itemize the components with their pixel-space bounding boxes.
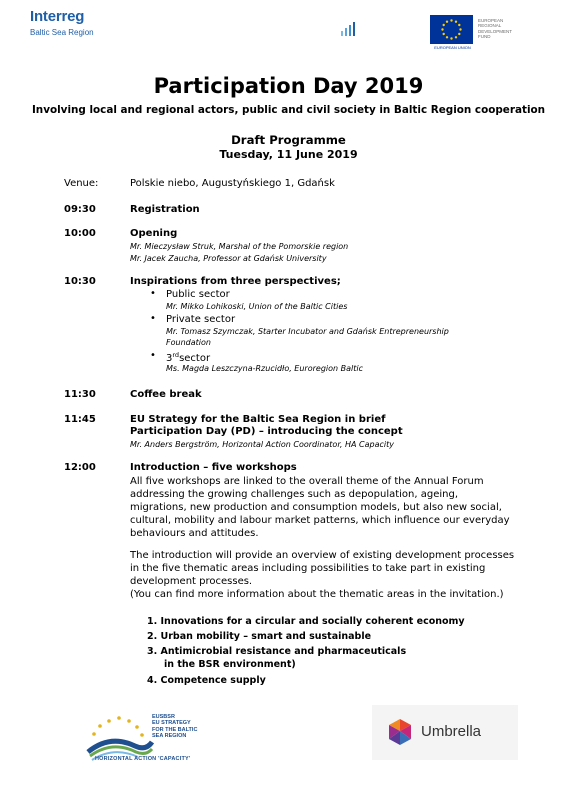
eusbsr-label bbox=[152, 714, 197, 740]
workshops-overview-paragraph: The introduction will provide an overview of existing development processes in the five thematic areas including possibilities to take part in existing development processes. bbox=[130, 550, 515, 587]
eu-star-icon bbox=[458, 33, 460, 35]
eu-star-icon bbox=[446, 21, 448, 23]
third-sector-ordinal: rd bbox=[172, 351, 180, 359]
interreg-subtitle: Baltic Sea Region bbox=[30, 28, 94, 37]
eu-star-icon bbox=[450, 19, 452, 21]
eu-fund-line: EUROPEAN bbox=[478, 18, 504, 23]
eu-star-icon bbox=[458, 24, 460, 26]
workshop-item: 3. Antimicrobial resistance and pharmaceuticals bbox=[147, 646, 407, 657]
time-coffee: 11:30 bbox=[64, 389, 96, 400]
private-sector-speaker-cont: Foundation bbox=[166, 338, 211, 347]
eusbsr-speaker: Mr. Anders Bergström, Horizontal Action Coordinator, HA Capacity bbox=[130, 440, 394, 449]
registration-title: Registration bbox=[130, 204, 200, 215]
workshops-info-note: (You can find more information about the thematic areas in the invitation.) bbox=[130, 589, 504, 600]
eu-star-icon bbox=[443, 33, 445, 35]
public-sector-label: Public sector bbox=[166, 289, 230, 300]
time-registration: 09:30 bbox=[64, 204, 96, 215]
workshops-title: Introduction – five workshops bbox=[130, 462, 297, 473]
eu-fund-label bbox=[478, 18, 533, 39]
eu-fund-line: DEVELOPMENT bbox=[478, 28, 513, 34]
eusbsr-line: FOR THE BALTIC bbox=[152, 726, 198, 733]
eusbsr-line: SEA REGION bbox=[152, 733, 187, 740]
eu-fund-line: REGIONAL bbox=[478, 23, 502, 29]
coffee-break-title: Coffee break bbox=[130, 389, 202, 400]
interreg-logo bbox=[333, 10, 428, 46]
eu-star-icon bbox=[455, 21, 457, 23]
interreg-bars-icon bbox=[341, 22, 365, 36]
eu-union-label: EUROPEAN UNION bbox=[434, 45, 471, 50]
workshop-item: 4. Competence supply bbox=[147, 675, 266, 686]
participation-day-title: Participation Day (PD) – introducing the concept bbox=[130, 426, 403, 437]
eu-star-icon bbox=[455, 36, 457, 38]
eu-star-icon bbox=[459, 28, 461, 30]
third-sector-label bbox=[166, 351, 210, 364]
public-sector-speaker: Mr. Mikko Lohikoski, Union of the Baltic Cities bbox=[166, 302, 348, 311]
time-opening: 10:00 bbox=[64, 228, 96, 239]
interreg-wordmark: Interreg bbox=[30, 8, 85, 25]
umbrella-wordmark: Umbrella bbox=[421, 723, 482, 740]
page-title: Participation Day 2019 bbox=[153, 74, 424, 98]
bullet-dot: • bbox=[150, 350, 156, 361]
time-inspirations: 10:30 bbox=[64, 276, 96, 287]
event-date: Tuesday, 11 June 2019 bbox=[219, 148, 358, 161]
third-sector-word: sector bbox=[179, 353, 211, 364]
eusbsr-title: EU Strategy for the Baltic Sea Region in brief bbox=[130, 414, 386, 425]
private-sector-speaker: Mr. Tomasz Szymczak, Starter Incubator and Gdańsk Entrepreneurship bbox=[166, 327, 449, 336]
bullet-dot: • bbox=[150, 288, 156, 299]
inspirations-title: Inspirations from three perspectives; bbox=[130, 276, 341, 287]
eu-star-icon bbox=[446, 36, 448, 38]
eu-fund-line: FUND bbox=[478, 33, 491, 39]
eusbsr-line: EU STRATEGY bbox=[152, 720, 191, 727]
page-subtitle: Involving local and regional actors, public and civil society in Baltic Region cooperation bbox=[31, 104, 546, 116]
umbrella-hexagon-icon bbox=[388, 718, 412, 746]
venue-value: Polskie niebo, Augustyńskiego 1, Gdańsk bbox=[130, 178, 335, 189]
horizontal-action-capacity-label: HORIZONTAL ACTION 'CAPACITY' bbox=[95, 756, 191, 762]
private-sector-label: Private sector bbox=[166, 314, 236, 325]
workshop-item-cont: in the BSR environment) bbox=[164, 659, 296, 670]
workshop-item: 1. Innovations for a circular and socially coherent economy bbox=[147, 616, 465, 627]
opening-title: Opening bbox=[130, 228, 178, 239]
eu-star-icon bbox=[441, 28, 443, 30]
eusbsr-line: EUSBSR bbox=[152, 714, 175, 720]
time-workshops: 12:00 bbox=[64, 462, 96, 473]
draft-programme-heading: Draft Programme bbox=[231, 133, 346, 147]
third-sector-speaker: Ms. Magda Leszczyna-Rzucidło, Euroregion Baltic bbox=[166, 364, 364, 373]
venue-label: Venue: bbox=[64, 178, 99, 189]
opening-speaker: Mr. Jacek Zaucha, Professor at Gdańsk University bbox=[130, 254, 327, 263]
time-eusbsr: 11:45 bbox=[64, 414, 96, 425]
workshops-paragraph: All five workshops are linked to the overall theme of the Annual Forum addressing the growing challenges such as depopulation, ageing, migrations, new production and consumption models, but also new social, cultural, mobility and labour market patterns, which influence our everyday behaviours and attitudes. bbox=[130, 476, 510, 539]
third-sector-number: 3 bbox=[166, 353, 173, 364]
eu-star-icon bbox=[450, 37, 452, 39]
eu-flag-icon bbox=[430, 15, 473, 44]
eu-star-icon bbox=[443, 24, 445, 26]
opening-speaker: Mr. Mieczysław Struk, Marshal of the Pomorskie region bbox=[130, 242, 349, 251]
bullet-dot: • bbox=[150, 313, 156, 324]
workshop-item: 2. Urban mobility – smart and sustainable bbox=[147, 631, 372, 642]
